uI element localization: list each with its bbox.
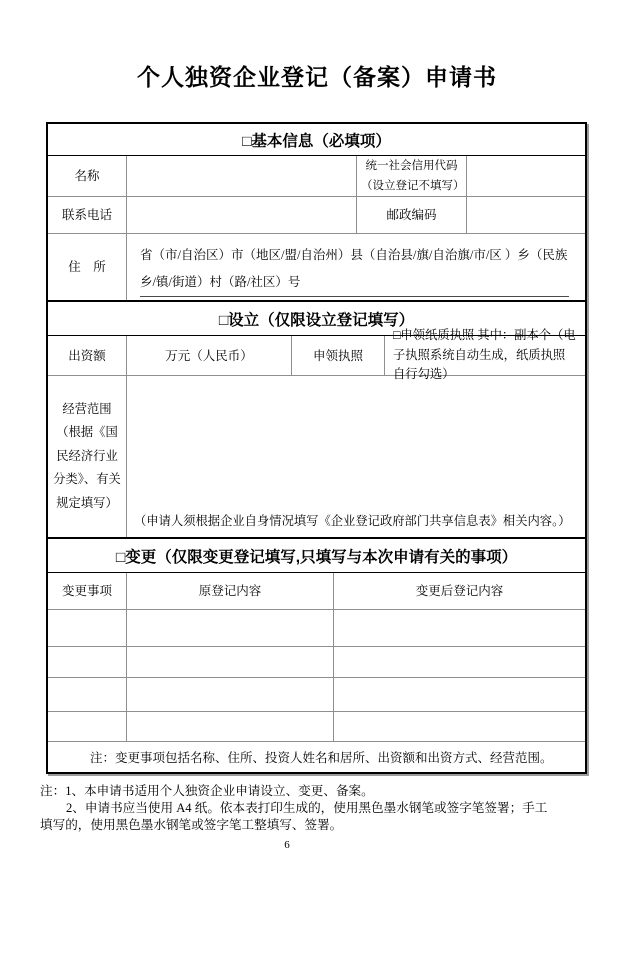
change-col-after: 变更后登记内容 xyxy=(415,584,504,598)
address-row xyxy=(48,234,585,300)
change-item-cell[interactable] xyxy=(48,712,127,741)
footnote-line-3: 填写的，使用黑色墨水钢笔或签字笔工整填写、签署。 xyxy=(40,818,343,832)
change-note: 注：变更事项包括名称、住所、投资人姓名和居所、出资额和出资方式、经营范围。 xyxy=(90,751,553,765)
scope-note: （申请人须根据企业自身情况填写《企业登记政府部门共享信息表》相关内容。） xyxy=(134,514,571,529)
change-before-cell[interactable] xyxy=(127,647,334,677)
credit-code-input-cell[interactable] xyxy=(467,156,585,196)
capital-row xyxy=(48,328,585,382)
change-item-cell[interactable] xyxy=(48,610,127,646)
capital-input-cell[interactable]: 万元（人民币） xyxy=(127,336,292,375)
name-label: 名称 xyxy=(48,156,127,196)
phone-input-cell[interactable] xyxy=(127,197,357,233)
page-title: 个人独资企业登记（备案）申请书 xyxy=(137,64,497,90)
footnote-line-2: 2、申请书应当使用 A4 纸。依本表打印生成的，使用黑色墨水钢笔或签字笔签署；手工 xyxy=(66,801,548,815)
postcode-input-cell[interactable] xyxy=(467,197,585,233)
change-header-row xyxy=(48,573,585,610)
change-after-cell[interactable] xyxy=(334,712,585,741)
change-before-cell[interactable] xyxy=(127,678,334,711)
change-after-cell[interactable] xyxy=(334,610,585,646)
change-empty-row xyxy=(48,610,585,647)
phone-row xyxy=(48,197,585,234)
change-col-item: 变更事项 xyxy=(48,573,127,609)
page-number: 6 xyxy=(284,839,290,851)
name-row xyxy=(48,156,585,197)
change-before-cell[interactable] xyxy=(127,712,334,741)
change-before-cell[interactable] xyxy=(127,610,334,646)
change-empty-row xyxy=(48,647,585,678)
change-item-cell[interactable] xyxy=(48,678,127,711)
address-template-text: 省（市/自治区）市（地区/盟/自治州）县（自治县/旗/自治旗/市/区 ）乡（民族乡/镇/街道）村（路/社区）号 xyxy=(140,248,568,289)
section-header-basic: □基本信息（必填项） xyxy=(48,124,585,156)
credit-code-label-line1: 统一社会信用代码 xyxy=(365,159,458,172)
change-item-cell[interactable] xyxy=(48,647,127,677)
license-checkbox-cell[interactable]: □申领纸质执照 其中：副本个（电子执照系统自动生成，纸质执照自行勾选） xyxy=(393,328,576,382)
scope-label: 经营范围（根据《国民经济行业分类》、有关规定填写） xyxy=(48,376,127,537)
license-label: 申领执照 xyxy=(292,336,385,375)
footnote-line-1: 注：1、本申请书适用个人独资企业申请设立、变更、备案。 xyxy=(40,784,374,798)
footnotes xyxy=(40,783,575,834)
change-empty-row xyxy=(48,678,585,712)
credit-code-label xyxy=(357,156,467,196)
address-fill-line xyxy=(140,296,569,297)
scope-input-cell[interactable] xyxy=(127,376,585,537)
credit-code-label-line2: （设立登记不填写） xyxy=(361,180,465,192)
registration-form-table xyxy=(46,122,587,774)
change-after-cell[interactable] xyxy=(334,647,585,677)
capital-label: 出资额 xyxy=(48,336,127,375)
scope-row xyxy=(48,376,585,537)
section-header-establish: □设立（仅限设立登记填写） xyxy=(48,300,585,336)
postcode-label: 邮政编码 xyxy=(357,197,467,233)
section-header-change: □变更（仅限变更登记填写,只填写与本次申请有关的事项） xyxy=(48,537,585,573)
name-input-cell[interactable] xyxy=(127,156,357,196)
change-after-cell[interactable] xyxy=(334,678,585,711)
change-col-before: 原登记内容 xyxy=(127,573,334,609)
address-label: 住 所 xyxy=(48,234,127,300)
change-empty-row xyxy=(48,712,585,742)
phone-label: 联系电话 xyxy=(48,197,127,233)
address-input-cell[interactable] xyxy=(127,234,585,300)
